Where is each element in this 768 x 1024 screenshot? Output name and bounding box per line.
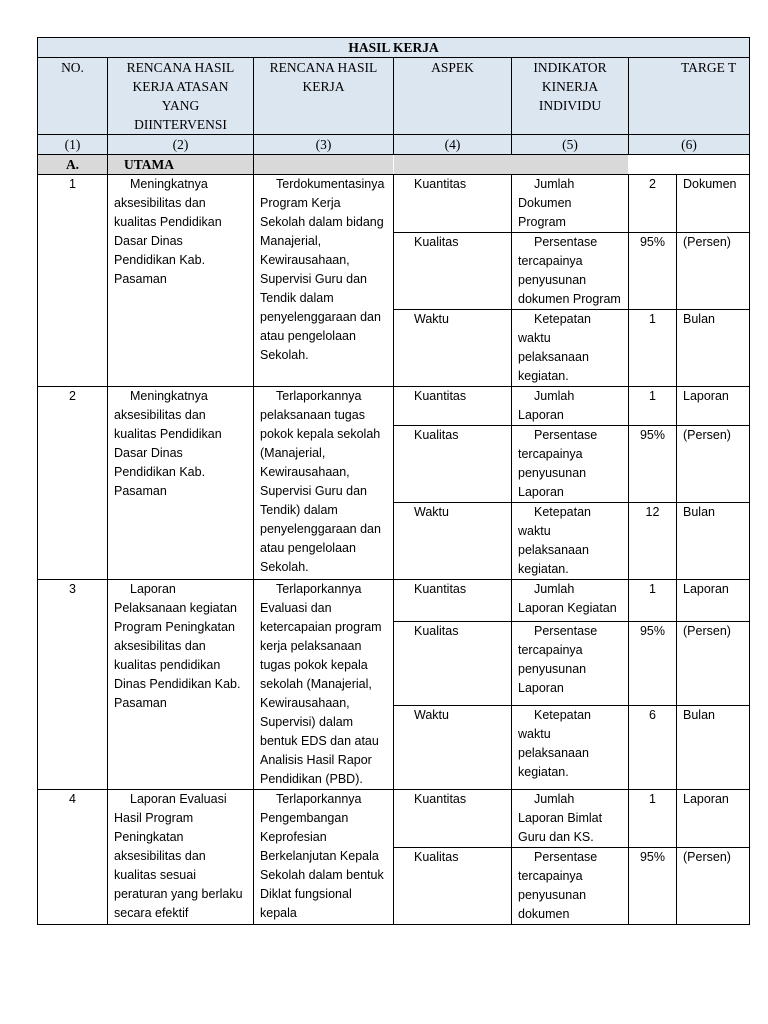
indikator-cell: Persentase tercapainya penyusunan dokumen — [512, 848, 629, 925]
column-number: (4) — [394, 135, 512, 155]
header-indikator: INDIKATOR KINERJA INDIVIDU — [512, 58, 629, 135]
table-title: HASIL KERJA — [38, 38, 750, 58]
table-row — [38, 175, 750, 233]
rencana-atasan-cell: Meningkatnya aksesibilitas dan kualitas Pendidikan Dasar Dinas Pendidikan Kab. Pasaman — [108, 175, 254, 387]
rencana-atasan-cell: Laporan Evaluasi Hasil Program Peningkatan aksesibilitas dan kualitas sesuai peraturan yang berlaku secara efektif — [108, 790, 254, 925]
target-unit-cell: (Persen) — [677, 233, 750, 310]
header-no: NO. — [38, 58, 108, 135]
rencana-hasil-cell: Terlaporkannya Evaluasi dan ketercapaian program kerja pelaksanaan tugas pokok kepala sekolah (Manajerial, Kewirausahaan, Supervisi) dalam bentuk EDS dan atau Analisis Hasil Rapor Pendidikan (PBD). — [254, 580, 394, 790]
target-unit-cell: Bulan — [677, 503, 750, 580]
header-rencana-atasan: RENCANA HASIL KERJA ATASAN YANG DIINTERVENSI — [108, 58, 254, 135]
target-unit-cell: Laporan — [677, 580, 750, 622]
indikator-cell: Jumlah Laporan Kegiatan — [512, 580, 629, 622]
header-rencana: RENCANA HASIL KERJA — [254, 58, 394, 135]
aspek-cell: Kuantitas — [394, 790, 512, 848]
target-value-cell: 95% — [629, 848, 677, 925]
target-unit-cell: (Persen) — [677, 426, 750, 503]
target-value-cell: 95% — [629, 233, 677, 310]
table-row — [38, 387, 750, 426]
table-row — [38, 580, 750, 622]
aspek-cell: Waktu — [394, 310, 512, 387]
table-row — [38, 790, 750, 848]
header-target: TARGE T — [629, 58, 750, 135]
target-unit-cell: Bulan — [677, 706, 750, 790]
rencana-hasil-cell: Terlaporkannya pelaksanaan tugas pokok kepala sekolah (Manajerial, Kewirausahaan, Supervisi Guru dan Tendik) dalam penyelenggaraan dan atau pengelolaan Sekolah. — [254, 387, 394, 580]
row-number: 4 — [38, 790, 108, 925]
rencana-hasil-cell: Terdokumentasinya Program Kerja Sekolah dalam bidang Manajerial, Kewirausahaan, Supervisi Guru dan Tendik dalam penyelenggaraan dan atau pengelolaan Sekolah. — [254, 175, 394, 387]
target-value-cell: 95% — [629, 426, 677, 503]
table-body — [38, 175, 750, 925]
aspek-cell: Waktu — [394, 503, 512, 580]
aspek-cell: Kualitas — [394, 622, 512, 706]
column-header-row — [38, 58, 750, 135]
section-row — [38, 155, 750, 175]
rencana-hasil-cell: Terlaporkannya Pengembangan Keprofesian Berkelanjutan Kepala Sekolah dalam bentuk Diklat fungsional kepala — [254, 790, 394, 925]
indikator-cell: Ketepatan waktu pelaksanaan kegiatan. — [512, 310, 629, 387]
indikator-cell: Persentase tercapainya penyusunan Laporan — [512, 426, 629, 503]
target-value-cell: 1 — [629, 580, 677, 622]
indikator-cell: Jumlah Laporan Bimlat Guru dan KS. — [512, 790, 629, 848]
column-number: (5) — [512, 135, 629, 155]
aspek-cell: Kualitas — [394, 848, 512, 925]
header-aspek: ASPEK — [394, 58, 512, 135]
indikator-cell: Ketepatan waktu pelaksanaan kegiatan. — [512, 706, 629, 790]
column-number: (1) — [38, 135, 108, 155]
aspek-cell: Waktu — [394, 706, 512, 790]
target-value-cell: 1 — [629, 387, 677, 426]
section-letter: A. — [38, 155, 108, 175]
target-unit-cell: Laporan — [677, 387, 750, 426]
rencana-atasan-cell: Laporan Pelaksanaan kegiatan Program Peningkatan aksesibilitas dan kualitas pendidikan Dinas Pendidikan Kab. Pasaman — [108, 580, 254, 790]
aspek-cell: Kuantitas — [394, 580, 512, 622]
target-unit-cell: (Persen) — [677, 622, 750, 706]
indikator-cell: Jumlah Laporan — [512, 387, 629, 426]
column-number: (6) — [629, 135, 750, 155]
aspek-cell: Kualitas — [394, 426, 512, 503]
column-number: (2) — [108, 135, 254, 155]
table-title-row — [38, 38, 750, 58]
indikator-cell: Ketepatan waktu pelaksanaan kegiatan. — [512, 503, 629, 580]
target-unit-cell: Dokumen — [677, 175, 750, 233]
hasil-kerja-table — [37, 37, 750, 925]
indikator-cell: Jumlah Dokumen Program — [512, 175, 629, 233]
section-label: UTAMA — [108, 155, 254, 175]
row-number: 2 — [38, 387, 108, 580]
rencana-atasan-cell: Meningkatnya aksesibilitas dan kualitas Pendidikan Dasar Dinas Pendidikan Kab. Pasaman — [108, 387, 254, 580]
target-unit-cell: (Persen) — [677, 848, 750, 925]
aspek-cell: Kuantitas — [394, 387, 512, 426]
target-value-cell: 1 — [629, 310, 677, 387]
target-value-cell: 6 — [629, 706, 677, 790]
row-number: 1 — [38, 175, 108, 387]
target-unit-cell: Bulan — [677, 310, 750, 387]
target-value-cell: 95% — [629, 622, 677, 706]
indikator-cell: Persentase tercapainya penyusunan Laporan — [512, 622, 629, 706]
column-number: (3) — [254, 135, 394, 155]
aspek-cell: Kualitas — [394, 233, 512, 310]
target-value-cell: 12 — [629, 503, 677, 580]
target-value-cell: 1 — [629, 790, 677, 848]
target-value-cell: 2 — [629, 175, 677, 233]
row-number: 3 — [38, 580, 108, 790]
indikator-cell: Persentase tercapainya penyusunan dokumen Program — [512, 233, 629, 310]
column-number-row — [38, 135, 750, 155]
target-unit-cell: Laporan — [677, 790, 750, 848]
aspek-cell: Kuantitas — [394, 175, 512, 233]
